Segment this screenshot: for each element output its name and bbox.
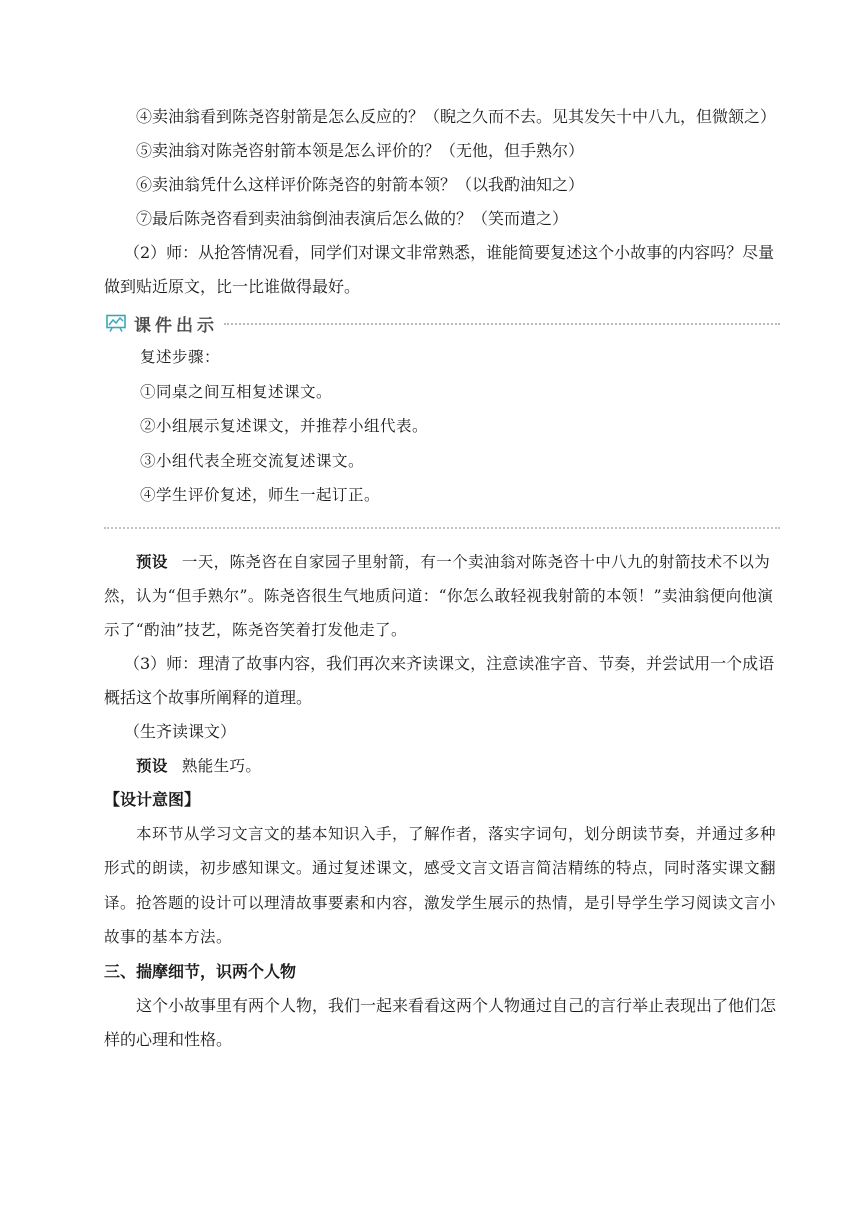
preset-text: 一天，陈尧咨在自家园子里射箭，有一个卖油翁对陈尧咨十中八九的射箭技术不以为然，认为“但手熟尔”。陈尧咨很生气地质问道：“你怎么敢轻视我射箭的本领！”卖油翁便向他演示了“酌油”技艺，陈尧咨笑着打发他走了。 [104, 552, 774, 639]
document-page [104, 100, 780, 1057]
teacher-prompt-2: （2）师：从抢答情况看，同学们对课文非常熟悉，谁能简要复述这个小故事的内容吗？尽量做到贴近原文，比一比谁做得最好。 [104, 243, 775, 296]
courseware-header [104, 308, 780, 338]
preset-paragraph-2 [104, 749, 780, 783]
retell-step-3: ③小组代表全班交流复述课文。 [140, 451, 365, 470]
section-3-heading: 三、揣摩细节，识两个人物 [104, 961, 297, 981]
students-read-note: （生齐读课文） [124, 721, 237, 741]
preset-text: 熟能生巧。 [181, 756, 262, 775]
preset-paragraph-1 [104, 545, 780, 647]
courseware-divider [224, 323, 780, 325]
retell-step-2: ②小组展示复述课文，并推荐小组代表。 [140, 417, 429, 435]
courseware-title: 课件出示 [134, 315, 218, 336]
question-7: ⑦最后陈尧咨看到卖油翁倒油表演后怎么做的？（笑而遣之） [136, 209, 569, 228]
preset-label: 预设 [136, 551, 168, 571]
retell-step-1: ①同桌之间互相复述课文。 [140, 382, 333, 401]
chart-icon [106, 314, 126, 332]
courseware-content [104, 340, 780, 513]
design-intent-text: 本环节从学习文言文的基本知识入手，了解作者，落实字词句，划分朗读节奏，并通过多种形式的朗读，初步感知课文。通过复述课文，感受文言文语言简洁精练的特点，同时落实课文翻译。抢答题的设计可以理清故事要素和内容，激发学生展示的热情，是引导学生学习阅读文言小故事的基本方法。 [104, 824, 777, 946]
question-4: ④卖油翁看到陈尧咨射箭是怎么反应的？（睨之久而不去。见其发矢十中八九，但微颔之） [136, 107, 777, 126]
teacher-prompt-3: （3）师：理清了故事内容，我们再次来齐读课文，注意读准字音、节奏，并尝试用一个成语概括这个故事所阐释的道理。 [104, 653, 775, 707]
retell-steps-title: 复述步骤： [140, 348, 221, 366]
section-3-text: 这个小故事里有两个人物，我们一起来看看这两个人物通过自己的言行举止表现出了他们怎样的心理和性格。 [104, 995, 777, 1049]
question-6: ⑥卖油翁凭什么这样评价陈尧咨的射箭本领？（以我酌油知之） [136, 175, 585, 194]
retell-step-4: ④学生评价复述，师生一起订正。 [140, 486, 381, 504]
preset-label: 预设 [136, 755, 168, 775]
question-5: ⑤卖油翁对陈尧咨射箭本领是怎么评价的？（无他，但手熟尔） [136, 141, 585, 160]
design-intent-heading: 【设计意图】 [104, 789, 201, 809]
section-divider [104, 527, 780, 529]
